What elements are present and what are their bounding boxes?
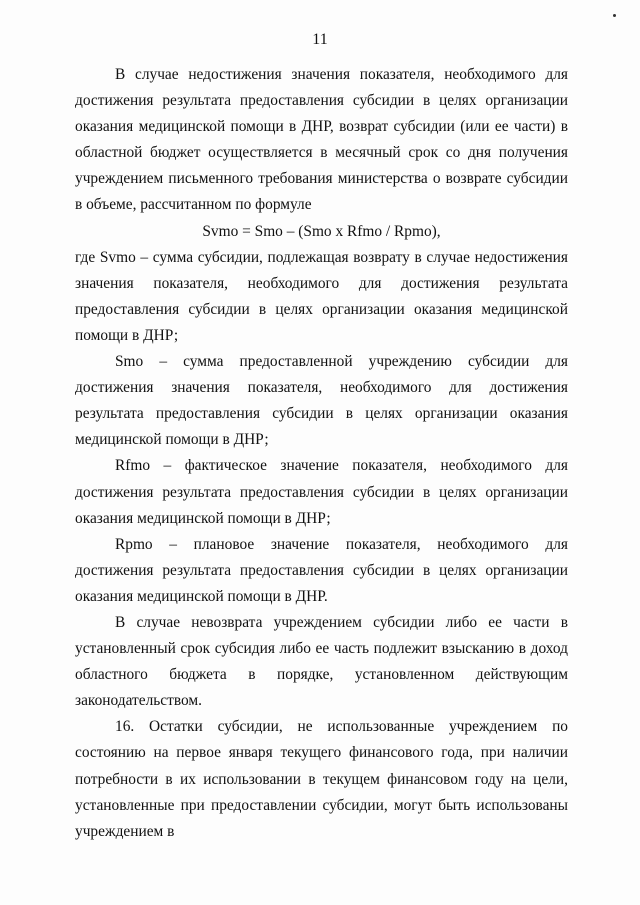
paragraph-rpmo-definition: Rpmo – плановое значение показателя, необходимого для достижения результата предоставления субсидии в целях организации оказания медицинской помощи в ДНР.	[75, 535, 568, 605]
paragraph-smo-definition: Smo – сумма предоставленной учреждению субсидии для достижения значения показателя, необходимого для достижения результата предоставления субсидии в целях организации оказания медицинской помощи в ДНР;	[75, 353, 568, 449]
paragraph-refund-condition: В случае недостижения значения показателя, необходимого для достижения результата предоставления субсидии в целях организации оказания медицинской помощи в ДНР, возврат субсидии (или ее части) в областной бюджет осуществляется в месячный срок со дня получения учреждением письменного требования министерства о возврате субсидии в объеме, рассчитанном по формуле	[75, 66, 568, 214]
paragraph-svmo-definition: где Svmo – сумма субсидии, подлежащая возврату в случае недостижения значения показателя, необходимого для достижения результата предоставления субсидии в целях организации оказания медицинской помощи в ДНР;	[75, 248, 568, 344]
document-body	[75, 62, 568, 845]
scan-mark	[613, 14, 616, 17]
paragraph-rfmo-definition: Rfmo – фактическое значение показателя, необходимого для достижения результата предоставления субсидии в целях организации оказания медицинской помощи в ДНР;	[75, 457, 568, 527]
formula: Svmo = Smo – (Smo x Rfmo / Rpmo),	[202, 222, 441, 240]
page-number: 11	[312, 31, 328, 48]
paragraph-non-refund: В случае невозврата учреждением субсидии либо ее части в установленный срок субсидия либо ее часть подлежит взысканию в доход областного бюджета в порядке, установленном действующим законодательством.	[75, 613, 568, 710]
paragraph-16-remainders: 16. Остатки субсидии, не использованные учреждением по состоянию на первое января текущего финансового года, при наличии потребности в их использовании в текущем финансовом году на цели, установленные при предоставлении субсидии, могут быть использованы учреждением в	[75, 718, 568, 840]
